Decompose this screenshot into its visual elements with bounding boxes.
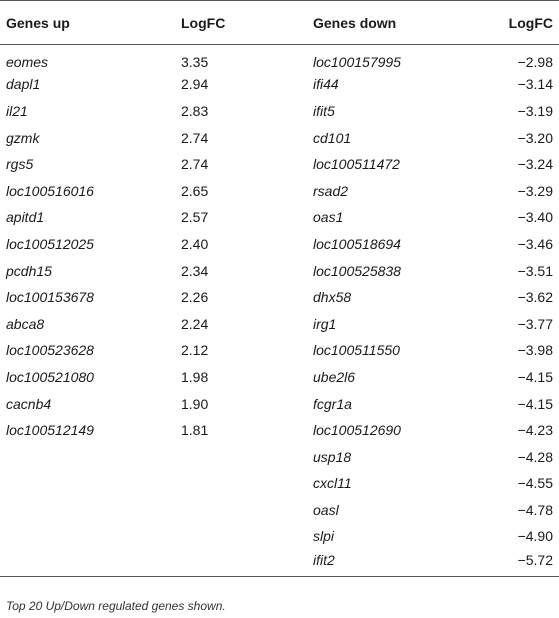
header-logfc-up: LogFC xyxy=(181,1,306,45)
table-row xyxy=(0,151,559,178)
down-gene-cell: dhx58 xyxy=(313,289,352,306)
table-row xyxy=(0,310,559,337)
down-gene-cell: ifit2 xyxy=(306,550,478,577)
up-gene-cell: loc100521080 xyxy=(6,368,94,385)
up-gene-cell: gzmk xyxy=(6,129,40,146)
down-logfc-cell: −3.51 xyxy=(517,262,553,279)
up-gene-cell xyxy=(0,550,181,577)
up-logfc-cell xyxy=(181,523,306,550)
up-gene-cell: loc100512149 xyxy=(6,422,94,439)
down-gene-cell: slpi xyxy=(313,528,335,545)
down-logfc-cell: −3.98 xyxy=(517,342,553,359)
table-row xyxy=(0,284,559,311)
up-gene-cell: loc100153678 xyxy=(6,289,94,306)
down-logfc-cell: −4.15 xyxy=(517,368,553,385)
table-row xyxy=(0,443,559,470)
up-gene-cell: apitd1 xyxy=(6,209,45,226)
up-logfc-cell xyxy=(181,470,306,497)
down-gene-cell: irg1 xyxy=(313,315,337,332)
down-gene-cell: rsad2 xyxy=(313,182,349,199)
header-genes-down: Genes down xyxy=(306,1,478,45)
up-gene-cell xyxy=(0,470,181,497)
down-gene-cell: ifi44 xyxy=(313,76,339,93)
table-row xyxy=(0,550,559,577)
down-gene-cell: loc100157995 xyxy=(313,54,401,71)
up-logfc-cell: 2.24 xyxy=(181,315,209,332)
up-logfc-cell: 1.81 xyxy=(181,422,209,439)
table-header xyxy=(0,1,559,45)
up-gene-cell: loc100516016 xyxy=(6,182,94,199)
down-logfc-cell: −2.98 xyxy=(517,54,553,71)
down-logfc-cell: −4.90 xyxy=(517,528,553,545)
up-gene-cell: rgs5 xyxy=(6,156,34,173)
down-gene-cell: cxcl11 xyxy=(313,475,352,492)
up-logfc-cell: 1.90 xyxy=(181,395,209,412)
down-gene-cell: loc100511550 xyxy=(313,342,400,359)
down-gene-cell: cd101 xyxy=(313,129,352,146)
up-logfc-cell: 2.40 xyxy=(181,235,209,252)
table-row xyxy=(0,45,559,72)
down-logfc-cell: −4.23 xyxy=(517,422,553,439)
up-logfc-cell xyxy=(181,497,306,524)
down-gene-cell: oas1 xyxy=(313,209,344,226)
up-logfc-cell xyxy=(181,443,306,470)
table-row xyxy=(0,98,559,125)
down-logfc-cell: −3.20 xyxy=(517,129,553,146)
down-gene-cell: loc100511472 xyxy=(313,156,400,173)
up-logfc-cell: 2.26 xyxy=(181,289,209,306)
header-row xyxy=(0,1,559,45)
up-gene-cell xyxy=(0,523,181,550)
table-row xyxy=(0,231,559,258)
up-gene-cell: il21 xyxy=(6,102,28,119)
table-footnote: Top 20 Up/Down regulated genes shown. xyxy=(6,599,226,613)
down-logfc-cell: −4.15 xyxy=(517,395,553,412)
table-row xyxy=(0,177,559,204)
up-gene-cell xyxy=(0,497,181,524)
down-gene-cell: loc100512690 xyxy=(313,422,401,439)
up-gene-cell: loc100523628 xyxy=(6,342,94,359)
down-logfc-cell: −3.14 xyxy=(517,76,553,93)
header-logfc-down: LogFC xyxy=(478,1,559,45)
table-row xyxy=(0,337,559,364)
up-logfc-cell: 2.74 xyxy=(181,129,209,146)
table-row xyxy=(0,417,559,444)
up-logfc-cell xyxy=(181,550,306,577)
down-logfc-cell: −4.28 xyxy=(517,448,553,465)
down-logfc-cell: −3.62 xyxy=(517,289,553,306)
table-row xyxy=(0,124,559,151)
up-logfc-cell: 2.34 xyxy=(181,262,209,279)
down-logfc-cell: −3.24 xyxy=(517,156,553,173)
up-logfc-cell: 2.57 xyxy=(181,209,209,226)
up-logfc-cell: 2.74 xyxy=(181,156,209,173)
down-gene-cell: loc100525838 xyxy=(313,262,401,279)
up-logfc-cell: 1.98 xyxy=(181,368,209,385)
down-logfc-cell: −4.55 xyxy=(517,475,553,492)
down-logfc-cell: −3.77 xyxy=(517,315,553,332)
up-gene-cell: cacnb4 xyxy=(6,395,52,412)
up-gene-cell: dapl1 xyxy=(6,76,41,93)
table-body xyxy=(0,45,559,577)
table-row xyxy=(0,523,559,550)
table-row xyxy=(0,497,559,524)
header-genes-up: Genes up xyxy=(0,1,181,45)
up-gene-cell: eomes xyxy=(6,54,49,71)
up-gene-cell: pcdh15 xyxy=(6,262,52,279)
down-logfc-cell: −3.29 xyxy=(517,182,553,199)
down-logfc-cell: −5.72 xyxy=(478,550,559,577)
down-gene-cell: fcgr1a xyxy=(313,395,352,412)
table-row xyxy=(0,257,559,284)
up-gene-cell: abca8 xyxy=(6,315,45,332)
down-logfc-cell: −3.46 xyxy=(517,235,553,252)
down-gene-cell: loc100518694 xyxy=(313,235,401,252)
up-logfc-cell: 3.35 xyxy=(181,54,209,71)
up-logfc-cell: 2.12 xyxy=(181,342,209,359)
table-row xyxy=(0,364,559,391)
table-row xyxy=(0,470,559,497)
up-logfc-cell: 2.94 xyxy=(181,76,209,93)
table-row xyxy=(0,204,559,231)
up-logfc-cell: 2.83 xyxy=(181,102,209,119)
down-logfc-cell: −3.40 xyxy=(517,209,553,226)
up-gene-cell: loc100512025 xyxy=(6,235,94,252)
down-logfc-cell: −3.19 xyxy=(517,102,553,119)
down-logfc-cell: −4.78 xyxy=(517,501,553,518)
down-gene-cell: oasl xyxy=(313,501,339,518)
down-gene-cell: ifit5 xyxy=(313,102,335,119)
up-gene-cell xyxy=(0,443,181,470)
up-logfc-cell: 2.65 xyxy=(181,182,209,199)
down-gene-cell: ube2l6 xyxy=(313,368,356,385)
table-row xyxy=(0,390,559,417)
down-gene-cell: usp18 xyxy=(313,448,352,465)
table-row xyxy=(0,71,559,98)
